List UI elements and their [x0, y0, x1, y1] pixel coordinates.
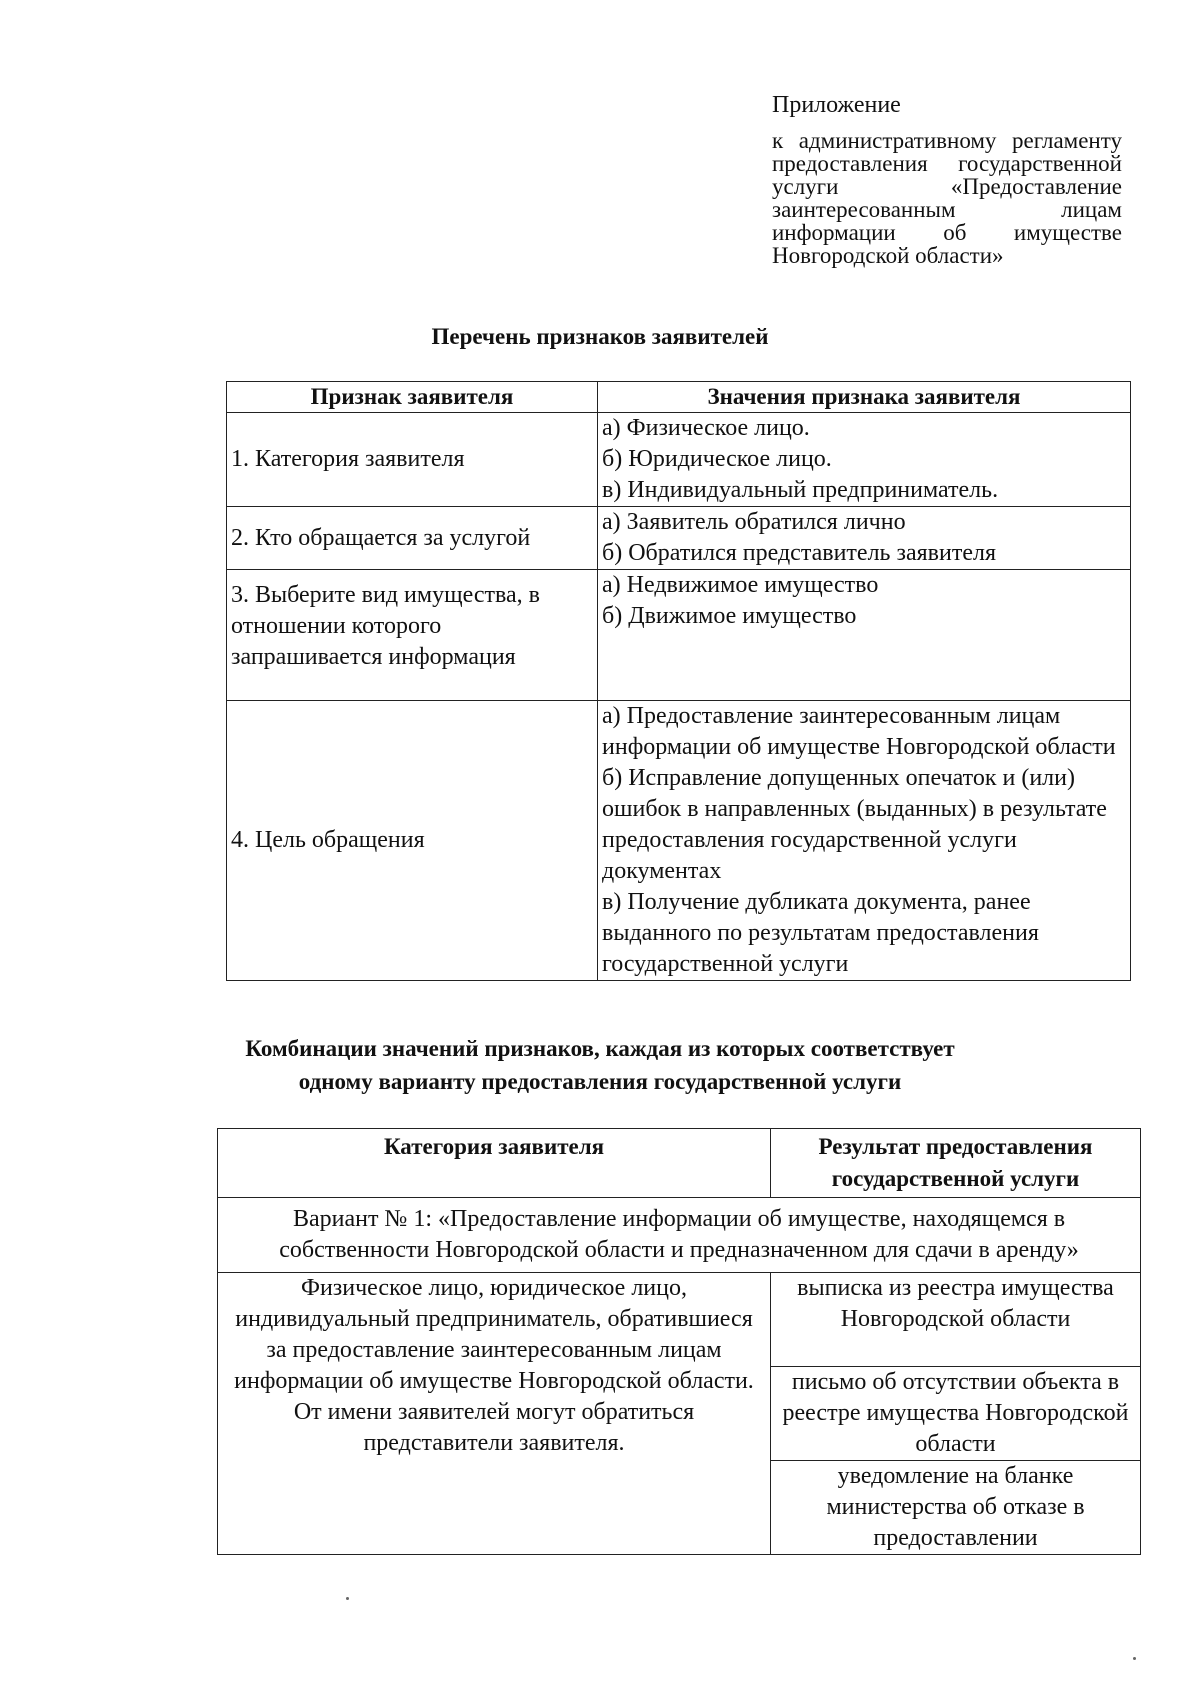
table-header-row: [218, 1129, 1141, 1198]
appendix-block: [772, 94, 1122, 267]
table-row: [218, 1273, 1141, 1367]
feature-value: б) Обратился представитель заявителя: [602, 540, 996, 566]
result-item: уведомление на бланке министерства об отказе в предоставлении: [771, 1461, 1141, 1555]
result-item: письмо об отсутствии объекта в реестре имущества Новгородской области: [771, 1367, 1141, 1461]
variant-title: Вариант № 1: «Предоставление информации об имуществе, находящемся в собственности Новгородской области и предназначенном для сдачи в аренду»: [218, 1198, 1141, 1273]
section1-heading: Перечень признаков заявителей: [431, 324, 769, 349]
feature-value: б) Юридическое лицо.: [602, 446, 832, 472]
applicant-category: Физическое лицо, юридическое лицо, индивидуальный предприниматель, обратившиеся за предоставление заинтересованным лицам информации об имуществе Новгородской области. От имени заявителей могут обратиться представители заявителя.: [218, 1273, 771, 1555]
feature-value: а) Заявитель обратился лично: [602, 509, 906, 535]
scan-speck: [1133, 1657, 1136, 1660]
feature-value: в) Индивидуальный предприниматель.: [602, 477, 999, 503]
feature-value: а) Физическое лицо.: [602, 415, 810, 441]
feature-value: б) Движимое имущество: [602, 603, 857, 629]
feature-values: [598, 413, 1131, 507]
feature-label: 2. Кто обращается за услугой: [227, 507, 598, 570]
header-result: Результат предоставления государственной услуги: [771, 1129, 1141, 1198]
table-row: [227, 413, 1131, 507]
appendix-text: к административному регламенту предоставления государственной услуги «Предоставление заинтересованным лицам информации об имуществе Новгородской области»: [772, 128, 1122, 268]
feature-values: [598, 570, 1131, 701]
table-row: [218, 1198, 1141, 1273]
appendix-title: Приложение: [772, 92, 901, 118]
header-category: Категория заявителя: [218, 1129, 771, 1198]
feature-value: а) Недвижимое имущество: [602, 572, 879, 598]
applicant-features-table: [226, 381, 1131, 981]
variant-combinations-table: [217, 1128, 1141, 1555]
table-header-row: [227, 382, 1131, 413]
scan-speck: [346, 1597, 349, 1600]
table-row: [227, 570, 1131, 701]
table-row: [227, 507, 1131, 570]
feature-values: [598, 507, 1131, 570]
feature-label: 1. Категория заявителя: [227, 413, 598, 507]
table-row: [227, 701, 1131, 981]
feature-value: а) Предоставление заинтересованным лицам информации об имуществе Новгородской области: [602, 703, 1116, 760]
result-item: выписка из реестра имущества Новгородской области: [771, 1273, 1141, 1367]
header-feature: Признак заявителя: [227, 382, 598, 413]
feature-values: [598, 701, 1131, 981]
feature-label: 4. Цель обращения: [227, 701, 598, 981]
feature-value: б) Исправление допущенных опечаток и (или) ошибок в направленных (выданных) в результате предоставления государственной услуги документах: [602, 765, 1107, 884]
feature-label: 3. Выберите вид имущества, в отношении которого запрашивается информация: [227, 570, 598, 701]
section2-heading: Комбинации значений признаков, каждая из которых соответствует одному варианту предоставления государственной услуги: [245, 1036, 955, 1094]
header-values: Значения признака заявителя: [598, 382, 1131, 413]
feature-value: в) Получение дубликата документа, ранее выданного по результатам предоставления государственной услуги: [602, 889, 1039, 977]
